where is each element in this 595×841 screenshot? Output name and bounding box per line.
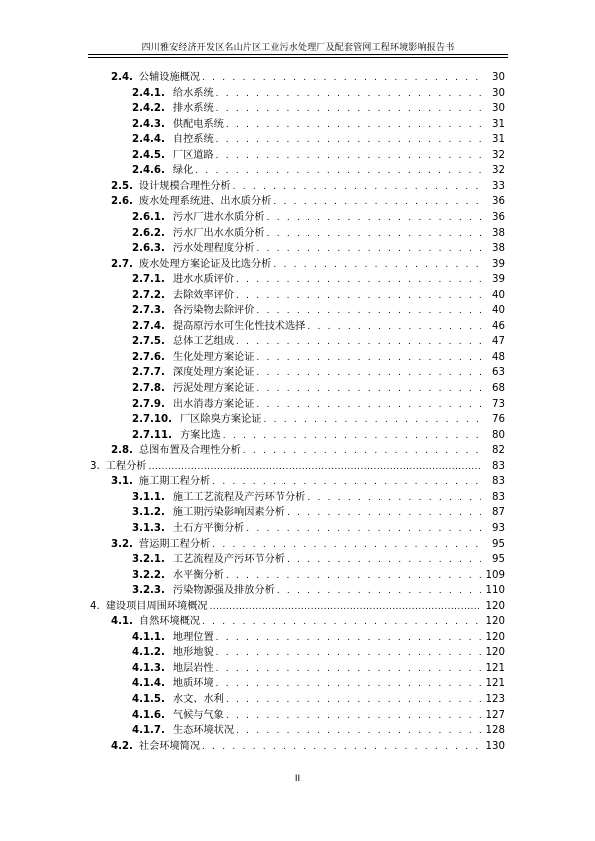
toc-entry[interactable] xyxy=(132,583,505,598)
toc-entry-number: 2.4.3. xyxy=(132,118,165,130)
toc-entry-title: 水文、水利 xyxy=(172,694,224,705)
toc-entry-page: 38 xyxy=(492,227,505,239)
toc-dot-leader xyxy=(256,304,481,319)
toc-entry-page: 30 xyxy=(492,103,505,115)
toc-dot-leader xyxy=(277,584,481,599)
toc-entry-number: 4.1.1. xyxy=(132,631,165,643)
toc-entry-number: 4.1.3. xyxy=(132,662,165,674)
toc-entry-number: 3.1.1. xyxy=(132,491,165,503)
toc-entry-title: 废水处理方案论证及比选分析 xyxy=(138,258,272,270)
toc-entry-title: 生态环境状况 xyxy=(172,725,235,737)
toc-entry[interactable] xyxy=(132,521,505,536)
toc-entry-page: 47 xyxy=(492,336,505,348)
toc-dot-leader xyxy=(216,662,481,677)
toc-entry-number: 3.2.3. xyxy=(132,585,165,597)
toc-dot-leader xyxy=(212,538,481,553)
toc-entry[interactable] xyxy=(132,272,505,287)
toc-dot-leader xyxy=(263,413,481,428)
toc-entry-number: 3.2.1. xyxy=(132,554,165,566)
toc-entry-number: 2.7. xyxy=(111,258,133,270)
toc-entry[interactable] xyxy=(132,676,505,691)
toc-entry-number: 2.7.5. xyxy=(132,336,165,348)
toc-entry-title: 生化处理方案论证 xyxy=(172,351,255,363)
toc-entry-title: 各污染物去除评价 xyxy=(172,305,255,317)
toc-entry-number: 2.7.6. xyxy=(132,351,165,363)
toc-dot-leader xyxy=(287,553,481,568)
toc-entry-title: 出水消毒方案论证 xyxy=(172,398,255,410)
toc-dot-leader xyxy=(202,71,481,86)
toc-dot-leader xyxy=(216,149,481,164)
toc-entry-number: 2.7.7. xyxy=(132,367,165,379)
toc-entry-page: 73 xyxy=(492,398,505,410)
toc-entry-title: 厂区除臭方案论证 xyxy=(179,414,262,426)
header-rule-thin xyxy=(88,57,508,58)
toc-entry-title: 施工期工程分析 xyxy=(138,476,211,488)
toc-entry-title: 给水系统 xyxy=(172,87,214,99)
toc-entry[interactable] xyxy=(132,412,505,427)
toc-entry[interactable] xyxy=(132,288,505,303)
toc-dot-leader xyxy=(216,631,481,646)
toc-entry[interactable] xyxy=(132,319,505,334)
toc-dot-leader xyxy=(226,118,481,133)
toc-entry-title: 自然环境概况 xyxy=(138,616,201,628)
toc-entry-page: 110 xyxy=(485,585,505,597)
toc-entry-number: 2.4.2. xyxy=(132,103,165,115)
toc-entry-number: 3.1.2. xyxy=(132,507,165,519)
toc-entry[interactable] xyxy=(132,568,505,583)
toc-entry[interactable] xyxy=(132,210,505,225)
toc-dot-leader xyxy=(256,242,481,257)
toc-entry-page: 120 xyxy=(485,647,505,659)
toc-entry-page: 40 xyxy=(492,305,505,317)
toc-entry-number: 2.7.8. xyxy=(132,383,165,394)
toc-entry-number: 4.1. xyxy=(111,616,133,628)
toc-entry-title: 营运期工程分析 xyxy=(138,538,211,550)
toc-entry-page: 121 xyxy=(485,678,505,690)
toc-entry-title: 自控系统 xyxy=(172,134,214,146)
toc-entry[interactable] xyxy=(132,661,505,676)
toc-dot-leader xyxy=(216,646,481,661)
toc-entry-number: 4.1.7. xyxy=(132,725,165,737)
toc-entry-page: 33 xyxy=(492,180,505,192)
toc-dot-leader xyxy=(210,600,481,615)
toc-entry-title: 污水厂进水水质分析 xyxy=(172,211,265,223)
toc-entry-title: 社会环境简况 xyxy=(138,740,201,752)
toc-entry-number: 2.7.9. xyxy=(132,398,165,410)
toc-entry-page: 48 xyxy=(492,351,505,363)
toc-entry-page: 83 xyxy=(492,460,505,472)
toc-entry[interactable] xyxy=(132,552,505,567)
toc-entry[interactable] xyxy=(132,708,505,723)
toc-entry-page: 127 xyxy=(485,709,505,721)
toc-entry-title: 供配电系统 xyxy=(172,118,224,130)
toc-entry-number: 2.7.11. xyxy=(132,429,172,441)
toc-entry[interactable] xyxy=(132,428,505,443)
toc-entry-number: 3.1.3. xyxy=(132,522,165,534)
toc-entry[interactable] xyxy=(111,194,505,209)
toc-entry-title: 去除效率评价 xyxy=(172,289,235,301)
toc-dot-leader xyxy=(256,382,481,397)
toc-dot-leader xyxy=(216,133,481,148)
toc-dot-leader xyxy=(233,180,481,195)
toc-dot-leader xyxy=(267,227,481,242)
toc-entry[interactable] xyxy=(111,739,505,754)
toc-entry-title: 总体工艺组成 xyxy=(172,336,235,348)
toc-entry-page: 95 xyxy=(492,554,505,566)
toc-entry-number: 2.4.6. xyxy=(132,165,165,177)
toc-entry-number: 2.7.4. xyxy=(132,320,165,332)
toc-entry[interactable] xyxy=(111,70,505,85)
toc-entry[interactable] xyxy=(111,257,505,272)
toc-entry-number: 4.1.6. xyxy=(132,709,165,721)
toc-dot-leader xyxy=(267,211,481,226)
toc-entry-title: 排水系统 xyxy=(172,103,214,115)
toc-entry[interactable] xyxy=(132,365,505,380)
toc-entry-page: 36 xyxy=(492,196,505,208)
header-rule xyxy=(88,54,508,55)
toc-entry-title: 施工期污染影响因素分析 xyxy=(172,507,285,519)
toc-dot-leader xyxy=(273,258,481,273)
toc-entry[interactable] xyxy=(132,303,505,318)
toc-dot-leader xyxy=(243,444,481,459)
toc-entry-number: 3.2. xyxy=(111,538,133,550)
toc-entry-number: 2.7.3. xyxy=(132,305,165,317)
toc-dot-leader xyxy=(246,522,481,537)
toc-entry[interactable] xyxy=(132,490,505,505)
toc-entry-number: 2.4.4. xyxy=(132,134,165,146)
toc-entry-title: 工艺流程及产污环节分析 xyxy=(172,554,285,566)
toc-entry-page: 32 xyxy=(492,149,505,161)
toc-entry[interactable] xyxy=(132,645,505,660)
toc-entry-number: 2.6.1. xyxy=(132,211,165,223)
toc-entry-number: 2.6. xyxy=(111,196,133,208)
toc-dot-leader xyxy=(236,724,481,739)
toc-entry-number: 2.6.3. xyxy=(132,243,165,255)
toc-entry-page: 39 xyxy=(492,274,505,286)
toc-entry[interactable] xyxy=(132,148,505,163)
toc-entry-number: 4.1.4. xyxy=(132,678,165,690)
toc-entry-number: 2.7.10. xyxy=(132,414,172,426)
toc-entry[interactable] xyxy=(132,241,505,256)
toc-dot-leader xyxy=(256,351,481,366)
toc-entry[interactable] xyxy=(132,397,505,412)
toc-dot-leader xyxy=(226,693,481,708)
toc-dot-leader xyxy=(287,506,481,521)
running-header: 四川雅安经济开发区名山片区工业污水处理厂及配套管网工程环境影响报告书 xyxy=(141,43,455,53)
toc-entry-number: 3.1. xyxy=(111,476,133,488)
toc-entry-page: 120 xyxy=(485,600,505,612)
toc-dot-leader xyxy=(202,740,481,755)
toc-entry-title: 工程分析 xyxy=(105,460,147,472)
toc-dot-leader xyxy=(223,429,481,444)
toc-entry-page: 83 xyxy=(492,476,505,488)
toc-entry-page: 93 xyxy=(492,522,505,534)
toc-entry-title: 地理位置 xyxy=(172,631,214,643)
toc-entry[interactable] xyxy=(132,226,505,241)
toc-entry-number: 2.5. xyxy=(111,180,133,192)
toc-dot-leader xyxy=(236,289,481,304)
toc-dot-leader xyxy=(236,335,481,350)
toc-entry[interactable] xyxy=(132,132,505,147)
toc-entry-page: 36 xyxy=(492,211,505,223)
toc-dot-leader xyxy=(226,569,481,584)
toc-entry-title: 设计规模合理性分析 xyxy=(138,180,231,192)
toc-entry[interactable] xyxy=(132,692,505,707)
toc-entry-number: 2.7.2. xyxy=(132,289,165,301)
toc-entry[interactable] xyxy=(132,101,505,116)
toc-entry[interactable] xyxy=(132,381,505,396)
toc-entry-number: 2.4.1. xyxy=(132,87,165,99)
toc-entry-title: 废水处理系统进、出水质分析 xyxy=(138,196,272,208)
toc-entry-title: 污泥处理方案论证 xyxy=(172,383,255,394)
toc-dot-leader xyxy=(236,273,481,288)
toc-entry-page: 80 xyxy=(492,429,505,441)
toc-entry-title: 提高原污水可生化性技术选择 xyxy=(172,320,306,332)
toc-entry-page: 39 xyxy=(492,258,505,270)
toc-entry-number: 3.2.2. xyxy=(132,569,165,581)
toc-entry-title: 建设项目周围环境概况 xyxy=(105,600,208,612)
toc-entry-page: 120 xyxy=(485,616,505,628)
toc-entry-title: 气候与气象 xyxy=(172,709,224,721)
toc-entry-page: 95 xyxy=(492,538,505,550)
toc-entry-title: 公辅设施概况 xyxy=(138,72,201,83)
toc-entry-number: 4.1.5. xyxy=(132,694,165,705)
toc-entry[interactable] xyxy=(132,86,505,101)
toc-entry-page: 120 xyxy=(485,631,505,643)
toc-entry-page: 109 xyxy=(485,569,505,581)
toc-entry-page: 63 xyxy=(492,367,505,379)
toc-entry-title: 污染物源强及排放分析 xyxy=(172,585,275,597)
toc-entry-page: 30 xyxy=(492,87,505,99)
toc-entry-number: 4. xyxy=(90,600,100,612)
toc-entry-page: 128 xyxy=(485,725,505,737)
toc-dot-leader xyxy=(216,102,481,117)
toc-dot-leader xyxy=(216,677,481,692)
toc-dot-leader xyxy=(212,475,481,490)
toc-entry-number: 2.7.1. xyxy=(132,274,165,286)
toc-entry-page: 130 xyxy=(485,740,505,752)
toc-entry-title: 地层岩性 xyxy=(172,662,214,674)
toc-entry-title: 厂区道路 xyxy=(172,149,214,161)
toc-entry[interactable] xyxy=(132,723,505,738)
toc-entry-number: 2.8. xyxy=(111,445,133,457)
toc-entry-page: 31 xyxy=(492,118,505,130)
toc-entry-number: 3. xyxy=(90,460,100,472)
toc-entry[interactable] xyxy=(90,599,505,614)
toc-dot-leader xyxy=(216,87,481,102)
toc-dot-leader xyxy=(148,460,481,475)
toc-entry-page: 68 xyxy=(492,383,505,394)
toc-dot-leader xyxy=(226,709,481,724)
toc-entry-title: 土石方平衡分析 xyxy=(172,522,245,534)
toc-entry-page: 76 xyxy=(492,414,505,426)
toc-entry[interactable] xyxy=(90,459,505,474)
toc-entry[interactable] xyxy=(111,474,505,489)
toc-entry-title: 总图布置及合理性分析 xyxy=(138,445,241,457)
toc-dot-leader xyxy=(256,366,481,381)
toc-entry-title: 方案比选 xyxy=(179,429,221,441)
toc-entry-number: 2.4.5. xyxy=(132,149,165,161)
toc-entry-title: 进水水质评价 xyxy=(172,274,235,286)
toc-dot-leader xyxy=(273,195,481,210)
toc-entry-page: 82 xyxy=(492,445,505,457)
toc-entry[interactable] xyxy=(111,614,505,629)
toc-entry-title: 深度处理方案论证 xyxy=(172,367,255,379)
toc-entry[interactable] xyxy=(111,443,505,458)
toc-entry[interactable] xyxy=(132,350,505,365)
toc-entry-title: 地形地貌 xyxy=(172,647,214,659)
toc-entry-title: 绿化 xyxy=(172,165,194,177)
toc-entry-number: 4.1.2. xyxy=(132,647,165,659)
toc-entry[interactable] xyxy=(111,179,505,194)
toc-entry-page: 123 xyxy=(485,694,505,705)
toc-entry[interactable] xyxy=(132,505,505,520)
toc-dot-leader xyxy=(256,398,481,413)
toc-entry-title: 地质环境 xyxy=(172,678,214,690)
toc-entry[interactable] xyxy=(132,117,505,132)
toc-entry-page: 30 xyxy=(492,72,505,83)
toc-dot-leader xyxy=(307,320,481,335)
toc-entry[interactable] xyxy=(111,537,505,552)
toc-dot-leader xyxy=(202,615,481,630)
toc-dot-leader xyxy=(195,164,481,179)
toc-entry-page: 87 xyxy=(492,507,505,519)
toc-entry[interactable] xyxy=(132,163,505,178)
toc-entry-page: 31 xyxy=(492,134,505,146)
toc-entry[interactable] xyxy=(132,630,505,645)
toc-entry-page: 40 xyxy=(492,289,505,301)
toc-entry-page: 32 xyxy=(492,165,505,177)
toc-entry-page: 83 xyxy=(492,491,505,503)
toc-entry-page: 46 xyxy=(492,320,505,332)
toc-entry-number: 2.6.2. xyxy=(132,227,165,239)
page-number: II xyxy=(294,774,301,784)
toc-entry-page: 121 xyxy=(485,662,505,674)
toc-entry-title: 施工工艺流程及产污环节分析 xyxy=(172,491,306,503)
toc-dot-leader xyxy=(307,491,481,506)
toc-entry-page: 38 xyxy=(492,243,505,255)
toc-entry-title: 污水厂出水水质分析 xyxy=(172,227,265,239)
toc-entry-number: 4.2. xyxy=(111,740,133,752)
toc-entry-title: 污水处理程度分析 xyxy=(172,243,255,255)
toc-entry-number: 2.4. xyxy=(111,72,133,83)
toc-entry[interactable] xyxy=(132,334,505,349)
toc-entry-title: 水平衡分析 xyxy=(172,569,224,581)
